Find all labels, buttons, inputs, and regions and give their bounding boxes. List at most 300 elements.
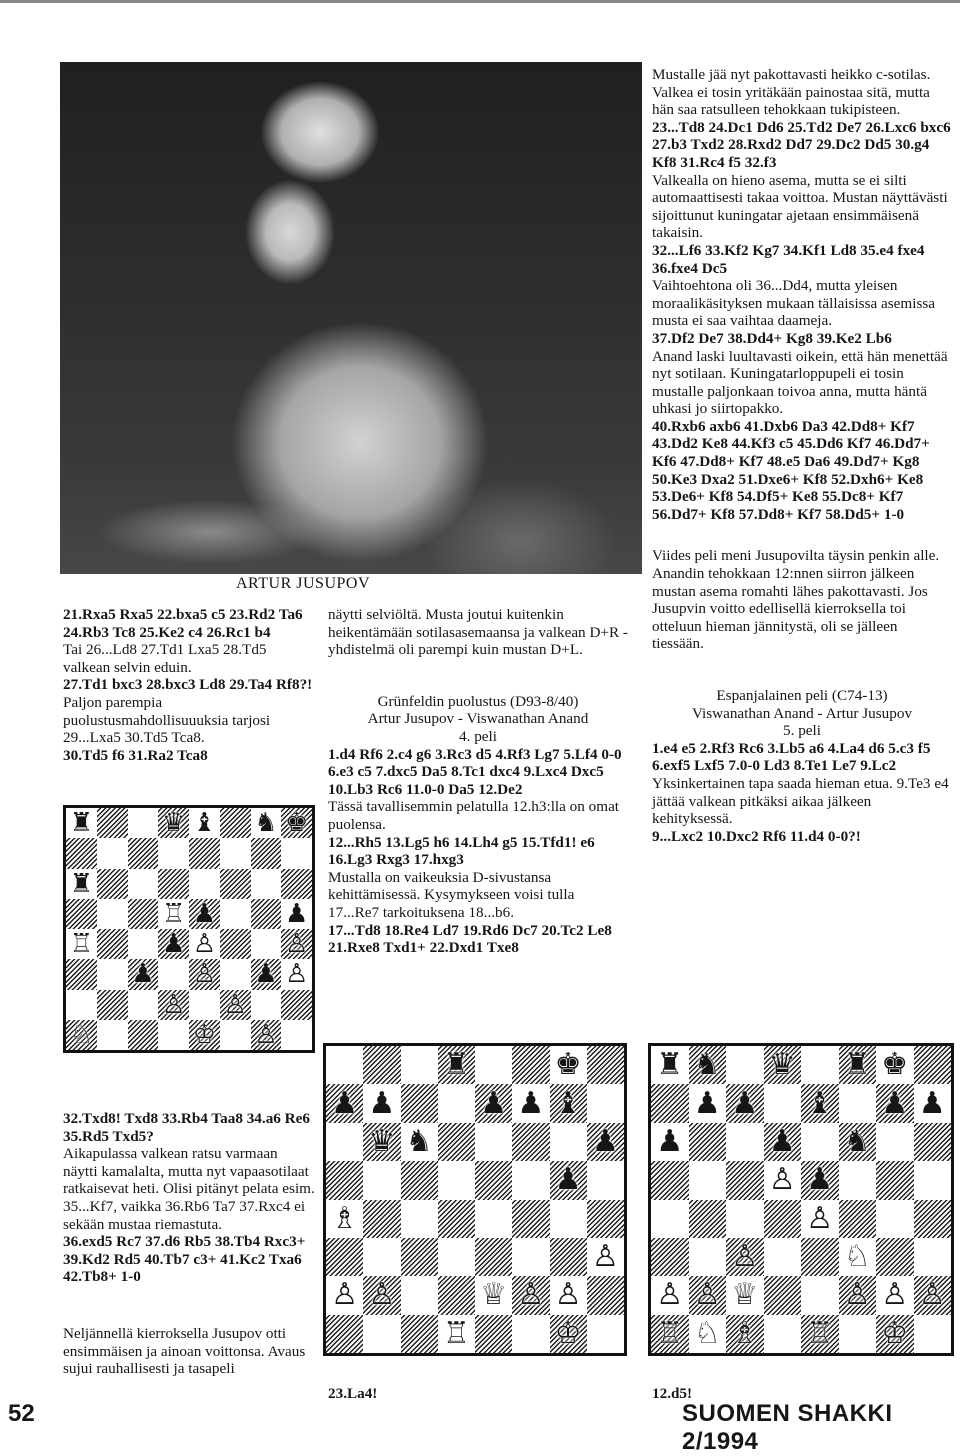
board-square [876,1200,914,1238]
board-square [587,1161,624,1199]
board-square [66,899,97,929]
black-bishop-icon: ♝ [192,808,217,839]
board-square [158,990,189,1020]
board-square [66,808,97,838]
game3-players: Viswanathan Anand - Artur Jusupov [691,704,913,722]
board-square [66,838,97,868]
col1_top-para-2: 27.Td1 bxc3 28.bxc3 Ld8 29.Ta4 Rf8?! [63,676,313,694]
white-pawn-icon: ♙ [223,989,247,1020]
white-pawn-icon: ♙ [693,1277,721,1313]
board-square [66,990,97,1020]
board-square [401,1200,438,1238]
top-rule [0,0,960,3]
board-square [251,990,282,1020]
magazine-title: SUOMEN SHAKKI 2/1994 [682,1400,893,1455]
board-square [158,959,189,989]
col3_moves-para-0: 1.e4 e5 2.Rf3 Rc6 3.Lb5 a6 4.La4 d6 5.c3 f5 6.exf5 Lxf5 7.0-0 Ld3 8.Te1 Le7 9.Lc2 [652,739,931,775]
chess-diagram-2 [323,1043,627,1356]
board-square [512,1161,549,1199]
white-pawn-icon: ♙ [368,1277,396,1313]
board-square [438,1238,475,1276]
black-queen-icon: ♛ [161,808,186,839]
board-square [158,869,189,899]
black-pawn-icon: ♟ [806,1162,834,1198]
board-square [651,1046,689,1084]
black-queen-icon: ♛ [768,1047,796,1083]
black-rook-icon: ♜ [69,868,94,899]
board-square [189,990,220,1020]
board-square [801,1276,839,1314]
board-square [66,959,97,989]
board-square [128,959,159,989]
board-square [97,838,128,868]
column-3-mid-text: Viides peli meni Jusupovilta täysin penkin alle. Anandin tehokkaan 12:nnen siirron jälkeen mustan asema romahti lähes pakottavasti. Jos Jusupvin voitto edellisellä kierroksella toi otteluun hieman jännitystä, oli se jälleen tiessään. [652,547,940,653]
board-square [689,1276,727,1314]
board-square [550,1315,587,1353]
board-square [587,1046,624,1084]
board-square [512,1276,549,1314]
white-pawn-icon: ♙ [192,959,217,990]
board-square [550,1084,587,1122]
board-square [363,1200,400,1238]
board-square [764,1161,802,1199]
board-square [251,929,282,959]
col3_top-para-5: 37.Df2 De7 38.Dd4+ Kg8 39.Ke2 Lb6 [652,329,892,347]
white-pawn-icon: ♙ [918,1277,946,1313]
black-king-icon: ♚ [284,808,309,839]
board-square [764,1276,802,1314]
col2_moves-para-3: Mustalla on vaikeuksia D-sivustansa kehittämisessä. Kysymykseen voisi tulla 17...Re7 tarkoituksena 18...b6. [328,868,575,921]
board-square [66,1020,97,1050]
board-square [220,1020,251,1050]
board-square [512,1084,549,1122]
white-pawn-icon: ♙ [768,1162,796,1198]
board-square [726,1315,764,1353]
col3_top-para-7: 40.Rxb6 axb6 41.Dxb6 Da3 42.Dd8+ Kf7 43.Dd2 Ke8 44.Kf3 c5 45.Dd6 Kf7 46.Dd7+ Kf6 47.Dd8+ Kf7 48.e5 Da6 49.Dd7+ Kg8 50.Ke3 Dxa2 51.Dxe6+ Kf8 52.Dxh6+ Ke8 53.De6+ Kf8 54.Df5+ Ke8 55.Dc8+ Kf7 56.Dd7+ Kf8 57.Dd8+ Kf7 58.Dd5+ 1-0 [652,417,930,523]
board-square [914,1046,952,1084]
col1_bottom-para-2: 36.exd5 Rc7 37.d6 Rb5 38.Tb4 Rxc3+ 39.Kd2 Rd5 40.Tb7 c3+ 41.Kc2 Txa6 42.Tb8+ 1-0 [63,1233,306,1286]
board-square [839,1276,877,1314]
player-photo [60,62,642,574]
board-square [689,1315,727,1353]
board-square [475,1200,512,1238]
board-square [220,990,251,1020]
col2_moves-para-4: 17...Td8 18.Re4 Ld7 19.Rd6 Dc7 20.Tc2 Le8 21.Rxe8 Txd1+ 22.Dxd1 Txe8 [328,921,612,957]
board-square [401,1046,438,1084]
board-square [363,1123,400,1161]
col3_top-para-1: 23...Td8 24.Dc1 Dd6 25.Td2 De7 26.Lxc6 bxc6 27.b3 Txd2 28.Rxd2 Dd7 29.Dc2 Dd5 30.g4 Kf8 31.Rc4 f5 32.f3 [652,118,951,171]
black-pawn-icon: ♟ [254,959,278,990]
board-square [839,1084,877,1122]
board-square [158,838,189,868]
white-rook-icon: ♖ [69,929,94,960]
white-pawn-icon: ♙ [843,1277,871,1313]
board-square [189,959,220,989]
board-square [251,869,282,899]
board-square [876,1161,914,1199]
black-knight-icon: ♞ [843,1123,871,1159]
board-square [801,1046,839,1084]
board-square [438,1315,475,1353]
board-square [189,1020,220,1050]
black-pawn-icon: ♟ [768,1123,796,1159]
board-square [438,1123,475,1161]
board-square [281,1020,312,1050]
black-pawn-icon: ♟ [161,929,186,960]
board-square [401,1123,438,1161]
board-square [326,1238,363,1276]
board-square [801,1200,839,1238]
board-square [128,1020,159,1050]
board-square [189,899,220,929]
white-pawn-icon: ♙ [656,1277,684,1313]
board-square [97,899,128,929]
board-square [764,1200,802,1238]
board-square [326,1123,363,1161]
board-square [512,1046,549,1084]
board-square [281,808,312,838]
board-square [220,959,251,989]
board-square [876,1238,914,1276]
board-square [726,1123,764,1161]
board-square [189,869,220,899]
board-square [220,808,251,838]
column-1-bottom [63,1110,315,1286]
board-square [914,1276,952,1314]
board-square [326,1046,363,1084]
col3_top-para-2: Valkealla on hieno asema, mutta se ei silti automaattisesti takaa voittoa. Mustan näyttävästi sijoittunut kuningatar ajetaan ensimmäisenä takaisin. [652,171,948,242]
board-square [512,1315,549,1353]
board-square [651,1161,689,1199]
board-square [726,1046,764,1084]
col1_bottom-para-0: 32.Txd8! Txd8 33.Rb4 Taa8 34.a6 Re6 35.Rd5 Txd5? [63,1110,310,1145]
game2-opening: Grünfeldin puolustus (D93-8/40) [377,692,579,710]
board-square [764,1046,802,1084]
column-2-end: 23.La4! [328,1385,378,1402]
board-square [326,1276,363,1314]
game3-number: 5. peli [783,722,821,740]
column-1-end [63,1325,315,1378]
board-square [363,1315,400,1353]
board-square [550,1123,587,1161]
board-square [251,1020,282,1050]
board-square [651,1276,689,1314]
board-square [839,1238,877,1276]
board-square [158,929,189,959]
game2-number: 4. peli [459,727,497,745]
board-square [512,1123,549,1161]
col1_top-para-1: Tai 26...Ld8 27.Td1 Lxa5 28.Td5 valkean selvin eduin. [63,641,267,676]
board-square [363,1161,400,1199]
board-square [401,1276,438,1314]
white-pawn-icon: ♙ [517,1277,545,1313]
board-square [189,929,220,959]
board-square [326,1315,363,1353]
board-square [128,990,159,1020]
col2_top-para-0: näytti selviöltä. Musta joutui kuitenkin heikentämään sotilasasemaansa ja valkean D+R -yhdistelmä oli parempi kuin mustan D+L. [328,606,628,659]
black-pawn-icon: ♟ [881,1085,909,1121]
black-king-icon: ♚ [554,1047,582,1083]
board-square [128,929,159,959]
white-king-icon: ♔ [554,1315,582,1351]
board-square [651,1200,689,1238]
board-square [401,1238,438,1276]
board-square [839,1161,877,1199]
board-square [512,1238,549,1276]
white-pawn-icon: ♙ [331,1277,359,1313]
board-square [764,1123,802,1161]
board-square [158,808,189,838]
black-pawn-icon: ♟ [192,898,217,929]
white-pawn-icon: ♙ [284,929,309,960]
board-square [801,1084,839,1122]
col2_moves-para-2: 12...Rh5 13.Lg5 h6 14.Lh4 g5 15.Tfd1! e6 16.Lg3 Rxg3 17.hxg3 [328,833,595,869]
board-square [876,1084,914,1122]
black-pawn-icon: ♟ [918,1085,946,1121]
board-square [689,1161,727,1199]
board-square [587,1200,624,1238]
board-square [97,990,128,1020]
board-square [587,1276,624,1314]
board-square [66,869,97,899]
board-square [587,1315,624,1353]
white-queen-icon: ♕ [480,1277,508,1313]
black-rook-icon: ♜ [656,1047,684,1083]
board-square [128,899,159,929]
column-3-top [652,66,952,845]
board-square [401,1084,438,1122]
board-square [726,1161,764,1199]
board-square [220,838,251,868]
col1_top-para-3: Paljon parempia puolustusmahdollisuuuksia tarjosi 29...Lxa5 30.Td5 Tca8. [63,693,271,747]
board-square [764,1315,802,1353]
board-square [128,838,159,868]
board-square [281,990,312,1020]
board-square [281,929,312,959]
black-king-icon: ♚ [881,1047,909,1083]
board-square [550,1276,587,1314]
black-pawn-icon: ♟ [368,1085,396,1121]
photo-caption: ARTUR JUSUPOV [236,575,371,592]
board-square [251,808,282,838]
board-square [914,1161,952,1199]
white-pawn-icon: ♙ [161,989,186,1020]
board-square [281,869,312,899]
board-square [128,808,159,838]
board-square [97,959,128,989]
white-queen-icon: ♕ [731,1277,759,1313]
game2-players: Artur Jusupov - Viswanathan Anand [367,710,589,728]
board-square [475,1123,512,1161]
column-3-end: 12.d5! [652,1385,693,1402]
board-square [475,1046,512,1084]
board-square [550,1238,587,1276]
chess-diagram-3 [648,1043,954,1356]
board-square [281,838,312,868]
board-square [281,899,312,929]
white-pawn-icon: ♙ [806,1200,834,1236]
board-square [876,1276,914,1314]
black-pawn-icon: ♟ [480,1085,508,1121]
board-square [438,1276,475,1314]
black-pawn-icon: ♟ [591,1123,619,1159]
col2_moves-para-1: Tässä tavallisemmin pelatulla 12.h3:lla on omat puolensa. [328,798,620,833]
white-rook-icon: ♖ [442,1315,470,1351]
white-king-icon: ♔ [881,1315,909,1351]
board-square [97,869,128,899]
board-square [651,1238,689,1276]
board-square [220,899,251,929]
white-knight-icon: ♘ [69,1019,94,1050]
board-square [689,1200,727,1238]
board-square [363,1046,400,1084]
board-square [914,1238,952,1276]
board-square [401,1315,438,1353]
board-square [438,1046,475,1084]
black-pawn-icon: ♟ [731,1085,759,1121]
board-square [326,1200,363,1238]
black-rook-icon: ♜ [442,1047,470,1083]
column-1-top [63,606,315,764]
board-square [689,1238,727,1276]
black-rook-icon: ♜ [69,808,94,839]
white-knight-icon: ♘ [693,1315,721,1351]
board-square [363,1276,400,1314]
board-square [550,1200,587,1238]
board-square [158,899,189,929]
col1_top-para-4: 30.Td5 f6 31.Ra2 Tca8 [63,746,208,764]
black-pawn-icon: ♟ [131,959,155,990]
board-square [689,1123,727,1161]
chess-diagram-1 [63,805,315,1053]
board-square [839,1315,877,1353]
col3_top-para-6: Anand laski luultavasti oikein, että hän menettää nyt sotilaan. Kuningatarloppupeli ei tosin mustalle paljonkaan toivoa anna, mutta häntä uhkasi jo siirtopakko. [652,347,948,418]
board-square [876,1046,914,1084]
board-square [363,1084,400,1122]
board-square [651,1084,689,1122]
column-2 [328,606,628,957]
page-number: 52 [8,1400,35,1427]
board-square [189,838,220,868]
board-square [251,899,282,929]
board-square [726,1276,764,1314]
board-square [764,1238,802,1276]
white-pawn-icon: ♙ [731,1239,759,1275]
black-bishop-icon: ♝ [806,1085,834,1121]
white-pawn-icon: ♙ [881,1277,909,1313]
board-square [475,1276,512,1314]
black-knight-icon: ♞ [405,1123,433,1159]
board-square [876,1123,914,1161]
black-knight-icon: ♞ [254,808,278,839]
board-square [587,1084,624,1122]
board-square [475,1315,512,1353]
board-square [764,1084,802,1122]
board-square [438,1200,475,1238]
board-square [914,1200,952,1238]
board-square [801,1123,839,1161]
white-pawn-icon: ♙ [591,1239,619,1275]
board-square [689,1084,727,1122]
board-square [281,959,312,989]
board-square [914,1315,952,1353]
white-bishop-icon: ♗ [731,1315,759,1351]
col2_moves-para-0: 1.d4 Rf6 2.c4 g6 3.Rc3 d5 4.Rf3 Lg7 5.Lf4 0-0 6.e3 c5 7.dxc5 Da5 8.Tc1 dxc4 9.Lxc4 Dxc5 10.Lb3 Rc6 11.0-0 Da5 12.De2 [328,745,622,798]
board-square [475,1238,512,1276]
col3_moves-para-1: Yksinkertainen tapa saada hieman etua. 9.Te3 e4 jättää valkean pitkäksi aikaa jälkeen kehityksessä. [652,774,949,828]
col3_top-para-4: Vaihtoehtona oli 36...Dd4, mutta yleisen moraalikäsityksen mukaan tällaisissa asemissa musta ei saa vaihtaa daameja. [652,277,936,330]
board-square [839,1123,877,1161]
board-square [475,1084,512,1122]
white-king-icon: ♔ [192,1019,217,1050]
white-rook-icon: ♖ [161,898,186,929]
board-square [587,1238,624,1276]
black-pawn-icon: ♟ [554,1162,582,1198]
board-square [475,1161,512,1199]
board-square [876,1315,914,1353]
board-square [726,1238,764,1276]
col3_top-para-3: 32...Lf6 33.Kf2 Kg7 34.Kf1 Ld8 35.e4 fxe4 36.fxe4 Dc5 [652,241,925,277]
black-pawn-icon: ♟ [656,1123,684,1159]
white-pawn-icon: ♙ [284,959,309,990]
board-square [220,929,251,959]
black-bishop-icon: ♝ [554,1085,582,1121]
board-square [66,929,97,959]
board-square [363,1238,400,1276]
column-1-end-text: Neljännellä kierroksella Jusupov otti ensimmäisen ja ainoan voittonsa. Avaus sujui rauhallisesti ja tasapeli [63,1325,306,1378]
col3_top-para-0: Mustalle jää nyt pakottavasti heikko c-sotilas. Valkea ei tosin yritäkään painostaa sitä, mutta hän saa ratsulleen tehokkaan tukipisteen. [652,66,931,119]
black-rook-icon: ♜ [843,1047,871,1083]
board-square [801,1315,839,1353]
board-square [726,1200,764,1238]
black-pawn-icon: ♟ [517,1085,545,1121]
board-square [550,1161,587,1199]
board-square [158,1020,189,1050]
board-square [326,1161,363,1199]
game3-opening: Espanjalainen peli (C74-13) [716,687,888,704]
board-square [651,1315,689,1353]
col1_top-para-0: 21.Rxa5 Rxa5 22.bxa5 c5 23.Rd2 Ta6 24.Rb3 Tc8 25.Ke2 c4 26.Rc1 b4 [63,606,303,641]
board-square [689,1046,727,1084]
white-pawn-icon: ♙ [192,929,217,960]
white-pawn-icon: ♙ [254,1019,278,1050]
black-knight-icon: ♞ [693,1047,721,1083]
black-queen-icon: ♛ [368,1123,396,1159]
board-square [839,1046,877,1084]
board-square [97,1020,128,1050]
white-rook-icon: ♖ [806,1315,834,1351]
board-square [189,808,220,838]
board-square [251,838,282,868]
board-square [251,959,282,989]
board-square [97,929,128,959]
board-square [550,1046,587,1084]
board-square [726,1084,764,1122]
board-square [914,1084,952,1122]
board-square [914,1123,952,1161]
white-knight-icon: ♘ [843,1239,871,1275]
board-square [801,1238,839,1276]
board-square [97,808,128,838]
board-square [651,1123,689,1161]
board-square [801,1161,839,1199]
board-square [438,1084,475,1122]
col3_moves-para-2: 9...Lxc2 10.Dxc2 Rf6 11.d4 0-0?! [652,827,861,845]
board-square [587,1123,624,1161]
white-rook-icon: ♖ [656,1315,684,1351]
board-square [220,869,251,899]
white-bishop-icon: ♗ [331,1200,359,1236]
